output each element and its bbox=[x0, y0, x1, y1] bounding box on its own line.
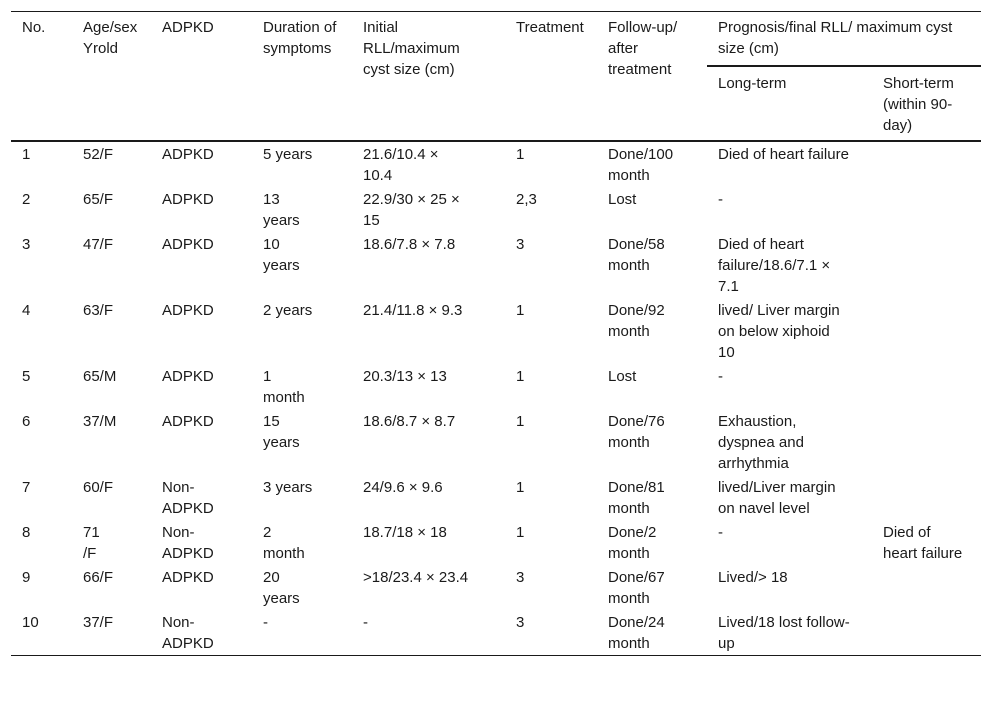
cell-adpkd: ADPKD bbox=[162, 302, 214, 319]
header-no: No. bbox=[22, 19, 46, 36]
cell-initial-size: 22.9/30 × 25 × 15 bbox=[363, 191, 460, 229]
cell-duration: 2 years bbox=[263, 302, 313, 319]
cell-initial-size: 24/9.6 × 9.6 bbox=[363, 479, 443, 496]
header-short-term: Short-term (within 90-day) bbox=[883, 75, 954, 134]
cell-treatment: 3 bbox=[516, 236, 525, 253]
table-body bbox=[11, 141, 981, 656]
cell-no: 6 bbox=[22, 413, 31, 430]
cell-long-term: - bbox=[718, 524, 723, 541]
header-adpkd: ADPKD bbox=[162, 19, 214, 36]
header-initial-size: Initial RLL/maximum cyst size (cm) bbox=[363, 19, 460, 78]
cell-duration: 10 years bbox=[263, 236, 300, 274]
header-long-term: Long-term bbox=[718, 75, 787, 92]
cell-treatment: 1 bbox=[516, 368, 525, 385]
cell-no: 5 bbox=[22, 368, 31, 385]
cell-treatment: 1 bbox=[516, 302, 525, 319]
cell-followup: Lost bbox=[608, 368, 637, 385]
cell-age-sex: 37/M bbox=[83, 413, 117, 430]
cell-long-term: Died of heart failure/18.6/7.1 × 7.1 bbox=[718, 236, 831, 295]
table-row bbox=[11, 187, 981, 232]
cell-short-term bbox=[872, 610, 981, 656]
table-row bbox=[11, 141, 981, 187]
cell-followup: Done/92 month bbox=[608, 302, 665, 340]
cell-initial-size: 18.6/7.8 × 7.8 bbox=[363, 236, 456, 253]
table-row bbox=[11, 610, 981, 656]
cell-long-term: - bbox=[718, 191, 723, 208]
cell-age-sex: 63/F bbox=[83, 302, 114, 319]
cell-adpkd: Non-ADPKD bbox=[151, 610, 252, 656]
table-row bbox=[11, 520, 981, 565]
cell-short-term bbox=[872, 232, 981, 298]
cell-treatment: 1 bbox=[505, 141, 597, 187]
cell-followup: Lost bbox=[608, 191, 637, 208]
cell-initial-size: 20.3/13 × 13 bbox=[363, 368, 447, 385]
cell-no: 3 bbox=[22, 236, 31, 253]
cell-adpkd: Non-ADPKD bbox=[162, 524, 214, 562]
table-container bbox=[11, 11, 981, 656]
cell-age-sex: 65/M bbox=[83, 368, 117, 385]
cell-long-term: - bbox=[718, 368, 723, 385]
header-duration: Duration of symptoms bbox=[263, 19, 337, 57]
cell-adpkd: ADPKD bbox=[162, 368, 214, 385]
cell-no: 4 bbox=[22, 302, 31, 319]
cell-adpkd: ADPKD bbox=[151, 141, 252, 187]
cell-treatment: 3 bbox=[505, 610, 597, 656]
cell-treatment: 2,3 bbox=[516, 191, 537, 208]
cell-duration: 15 years bbox=[263, 413, 300, 451]
cell-short-term: Died of heart failure bbox=[883, 524, 963, 562]
cell-age-sex: 71 /F bbox=[83, 524, 100, 562]
cell-adpkd: Non-ADPKD bbox=[162, 479, 214, 517]
cell-age-sex: 65/F bbox=[83, 191, 114, 208]
cell-followup: Done/100 month bbox=[597, 141, 707, 187]
cell-short-term bbox=[872, 141, 981, 187]
cell-age-sex: 60/F bbox=[83, 479, 114, 496]
cell-followup: Done/76 month bbox=[608, 413, 665, 451]
table-row bbox=[11, 565, 981, 610]
cell-no: 9 bbox=[22, 569, 31, 586]
cell-no: 1 bbox=[11, 141, 72, 187]
cell-duration: - bbox=[252, 610, 352, 656]
cell-duration: 5 years bbox=[252, 141, 352, 187]
cell-age-sex: 37/F bbox=[72, 610, 151, 656]
cell-followup: Done/81 month bbox=[608, 479, 665, 517]
cell-age-sex: 47/F bbox=[83, 236, 114, 253]
cell-duration: 2 month bbox=[263, 524, 305, 562]
header-prognosis: Prognosis/final RLL/ maximum cyst size (cm) bbox=[707, 12, 981, 67]
cell-followup: Done/2 month bbox=[608, 524, 657, 562]
cell-initial-size: 21.4/11.8 × 9.3 bbox=[363, 302, 463, 319]
table-row bbox=[11, 475, 981, 520]
table-row bbox=[11, 409, 981, 475]
cell-treatment: 1 bbox=[516, 413, 525, 430]
cell-short-term bbox=[872, 409, 981, 475]
cell-no: 10 bbox=[11, 610, 72, 656]
cell-short-term bbox=[872, 475, 981, 520]
cell-treatment: 1 bbox=[516, 479, 525, 496]
table-row bbox=[11, 364, 981, 409]
cell-short-term bbox=[872, 364, 981, 409]
cell-initial-size: - bbox=[352, 610, 505, 656]
cell-no: 7 bbox=[22, 479, 31, 496]
cell-initial-size: 18.7/18 × 18 bbox=[363, 524, 447, 541]
patient-table bbox=[11, 11, 981, 656]
cell-followup: Done/24 month bbox=[597, 610, 707, 656]
cell-initial-size: >18/23.4 × 23.4 bbox=[363, 569, 469, 586]
cell-long-term: Died of heart failure bbox=[707, 141, 872, 187]
header-age-sex: Age/sex Yrold bbox=[83, 19, 138, 57]
table-header bbox=[11, 12, 981, 142]
header-treatment: Treatment bbox=[516, 19, 584, 36]
cell-initial-size: 18.6/8.7 × 8.7 bbox=[363, 413, 456, 430]
cell-treatment: 1 bbox=[516, 524, 525, 541]
cell-duration: 1 month bbox=[263, 368, 305, 406]
table-row bbox=[11, 298, 981, 364]
cell-no: 8 bbox=[22, 524, 31, 541]
cell-adpkd: ADPKD bbox=[162, 413, 214, 430]
cell-followup: Done/58 month bbox=[608, 236, 665, 274]
cell-duration: 13 years bbox=[263, 191, 300, 229]
cell-short-term bbox=[872, 565, 981, 610]
cell-duration: 3 years bbox=[263, 479, 313, 496]
cell-no: 2 bbox=[22, 191, 31, 208]
cell-long-term: Exhaustion, dyspnea and arrhythmia bbox=[718, 413, 804, 472]
cell-adpkd: ADPKD bbox=[162, 191, 214, 208]
cell-short-term bbox=[872, 298, 981, 364]
cell-treatment: 3 bbox=[516, 569, 525, 586]
cell-age-sex: 66/F bbox=[83, 569, 114, 586]
cell-initial-size: 21.6/10.4 × 10.4 bbox=[352, 141, 505, 187]
cell-adpkd: ADPKD bbox=[162, 236, 214, 253]
cell-long-term: lived/Liver margin on navel level bbox=[718, 479, 836, 517]
cell-followup: Done/67 month bbox=[608, 569, 665, 607]
cell-duration: 20 years bbox=[263, 569, 300, 607]
header-followup: Follow-up/ after treatment bbox=[608, 19, 678, 78]
cell-long-term: Lived/18 lost follow-up bbox=[707, 610, 872, 656]
cell-short-term bbox=[872, 187, 981, 232]
cell-adpkd: ADPKD bbox=[162, 569, 214, 586]
cell-long-term: lived/ Liver margin on below xiphoid 10 bbox=[718, 302, 840, 361]
cell-age-sex: 52/F bbox=[72, 141, 151, 187]
cell-long-term: Lived/> 18 bbox=[718, 569, 788, 586]
table-row bbox=[11, 232, 981, 298]
